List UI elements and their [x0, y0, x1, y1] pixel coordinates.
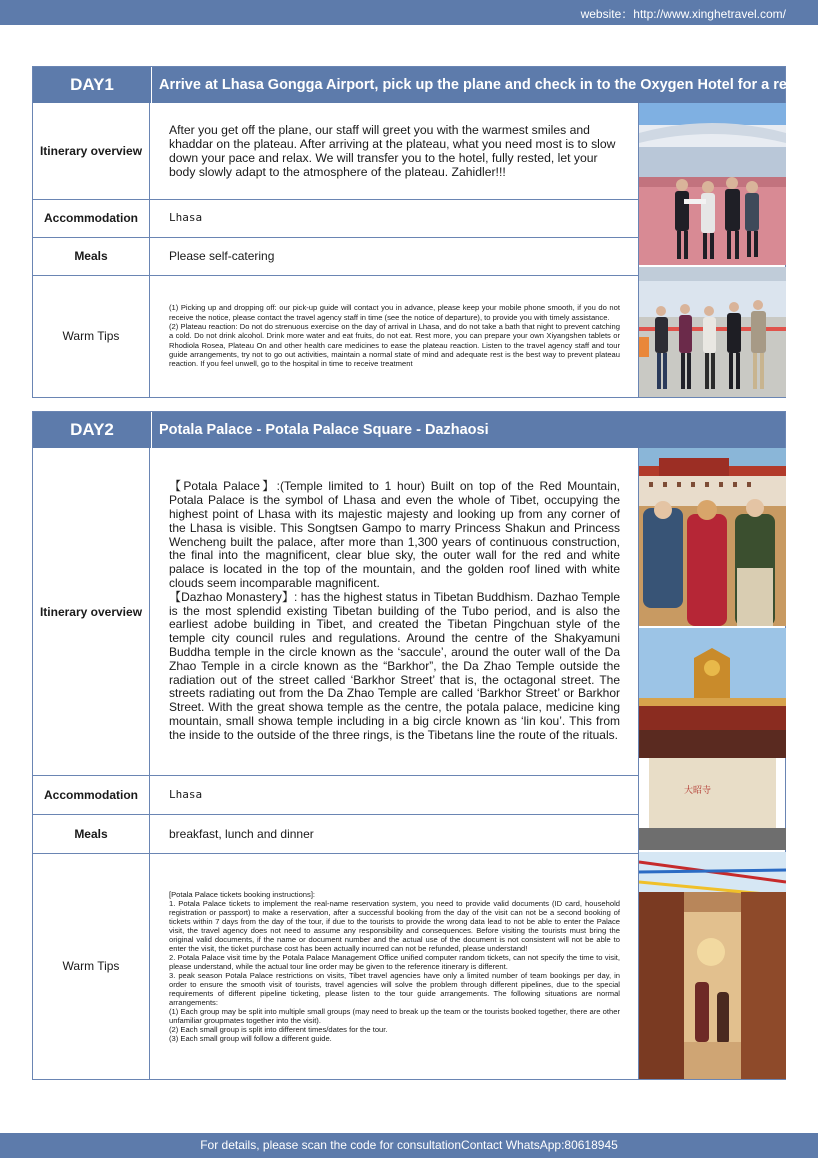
day1-meals-value: Please self-catering: [169, 249, 275, 263]
footer-contact-bar: [0, 1133, 818, 1158]
dazhao-monastery-paragraph: 【Dazhao Monastery】: has the highest status in Tibetan Buddhism. Dazhao Temple is the most splendid existing Tibetan building of the Tubo period, and is also the earliest adobe building in Tibet, and created the Tibetan Pingchuan style of the temple city council rules and regulations. Around the centre of the Shakyamuni Buddha temple in the circle known as the ‘saccule’, around the outer wall of the Da Zhao Temple in a circle known as the “Barkhor”, the Da Zhao Temple outside the radiation out of the street called ‘Barkhor Street’ that is, the octagonal street. The streets radiating out from the Da Zhao Temple are called ‘Barkhor Street’ or Barkhor Street. With the great showa temple as the centre, the potala palace, medicine king mountain, small showa temple including in a big circle known as ‘lin kou’. This from the inside to the outside of the three rings, is the Tibetans line the route of the rituals.: [169, 589, 620, 742]
tip-item: 2. Potala Palace visit time by the Potala Palace Management Office unified computer random tickets, can not specify the time to visit, please understand, while the actual tour line order may be given to the reference itinerary is different.: [169, 952, 620, 971]
day1-tips-text: [151, 275, 638, 397]
tip-item: (2) Each small group is split into different times/dates for the tour.: [169, 1024, 388, 1034]
day1-tips-row: [33, 275, 638, 397]
tip-item: (3) Each small group will follow a different guide.: [169, 1033, 332, 1043]
airport-welcome-photo: [639, 267, 786, 397]
day1-accommodation-label: Accommodation: [33, 199, 150, 237]
day2-tips-text: [151, 853, 638, 1079]
day1-accommodation-value: Lhasa: [169, 211, 203, 224]
day2-tips-label: Warm Tips: [33, 853, 150, 1079]
day2-meals-label: Meals: [33, 814, 150, 853]
day1-tip-1: (1) Picking up and dropping off: our pick-up guide will contact you in advance, please keep your mobile phone smooth, if you do not receive the notice, please contact the travel agency staff in time (see the notice of departure), to provide you with timely assistance.: [169, 303, 620, 322]
jokhang-temple-photo: [639, 628, 786, 850]
top-bar: [0, 0, 818, 25]
day1-header: [33, 67, 800, 103]
day2-title: Potala Palace - Potala Palace Square - Dazhaosi: [159, 422, 489, 438]
day2-meals-row: [33, 814, 638, 853]
temple-sign-text: 大昭寺: [684, 786, 712, 796]
day1-overview-label: Itinerary overview: [33, 103, 150, 199]
day2-header: [33, 412, 785, 448]
tip-item: 3. peak season Potala Palace restrictions on visits, Tibet travel agencies have only a limited number of team bookings per day, in order to ensure the smooth visit of tourists, travel agencies will solve the problem through different pipelines, due to the special requirements of different pipeline ticketing, please listen to the tour guide arrangements. The following situations are normal arrangements:: [169, 970, 620, 1007]
tips-heading: [Potala Palace tickets booking instructions]:: [169, 889, 316, 899]
tip-item: (1) Each group may be split into multiple small groups (may need to break up the team or the tourists booked together, there are other unfamiliar groupmates together into the visit).: [169, 1006, 620, 1025]
day1-meals-row: [33, 237, 638, 275]
tip-item: 1. Potala Palace tickets to implement the real-name reservation system, you need to provide valid documents (ID card, household registration or passport) to make a reservation, after a successful booking from the day of the visit can not be a second booking of tickets within 7 days from the day of the tour, if due to the tourists to provide the wrong data lead to not be able to enter the Palace visit, the travel agency does not need to assume any responsibility and consequences. Before visiting the tourists must bring the original valid documents, if the name or document number and the actual use of the document is not consistent will not be able to enter the visit, the ticket purchase cost has been actually incurred can not be refunded, please understand!: [169, 898, 620, 953]
day1-label: DAY1: [33, 67, 152, 103]
footer-contact-text[interactable]: For details, please scan the code for consultationContact WhatsApp:80618945: [200, 1138, 618, 1152]
day2-section: [32, 411, 786, 1080]
day2-accommodation-label: Accommodation: [33, 775, 150, 814]
day2-overview-text: [151, 448, 638, 775]
day1-accommodation-row: [33, 199, 638, 237]
day2-overview-row: [33, 448, 638, 775]
day1-title: Arrive at Lhasa Gongga Airport, pick up the plane and check in to the Oxygen Hotel for a rest: [159, 77, 800, 93]
day1-overview-text: After you get off the plane, our staff will greet you with the warmest smiles and khaddar on the plateau. After arriving at the plateau, what you need most is to slow down your pace and relax. We will transfer you to the hotel, fully rested, let your body slowly adapt to the atmosphere of the plateau. Zahidler!!!: [169, 123, 616, 179]
day2-overview-label: Itinerary overview: [33, 448, 150, 775]
website-url[interactable]: website：http://www.xinghetravel.com/: [580, 7, 786, 21]
day2-meals-value: breakfast, lunch and dinner: [169, 826, 314, 841]
day1-overview-row: [33, 103, 638, 199]
day2-accommodation-row: [33, 775, 638, 814]
day1-tip-2: (2) Plateau reaction: Do not do strenuous exercise on the day of arrival in Lhasa, and do not take a bath that night to prevent catching a cold. Do not drink alcohol. Drink more water and eat fruits, do not eat. Rest more, you can prepare your own Xiyangshen tablets or Rhodiola Rosea, Plateau On and other health care medicines to ease the plateau reaction. Listen to the travel agency staff and tour guide arrangements, try not to go out activities, maintain a normal state of mind and adequate rest is the best way to prevent plateau reaction. If you feel unwell, go to the hospital in time to receive treatment: [169, 322, 620, 369]
day2-accommodation-value: Lhasa: [169, 787, 203, 801]
day2-tips-row: [33, 853, 638, 1079]
day2-label: DAY2: [33, 412, 152, 448]
barkhor-street-photo: [639, 852, 786, 1079]
day1-meals-label: Meals: [33, 237, 150, 275]
potala-palace-photo: [639, 448, 786, 626]
day1-tips-label: Warm Tips: [33, 275, 150, 397]
potala-palace-paragraph: 【Potala Palace】:(Temple limited to 1 hour) Built on top of the Red Mountain, Potala Palace is the symbol of Lhasa and even the whole of Tibet, occupying the highest point of Lhasa with its majestic majesty and looking up from any corner of the Lhasa is visible. This Songtsen Gampo to marry Princess Shakun and Princess Wencheng built the palace, after more than 1,300 years of continuous construction, the final into the magnificent, clear blue sky, the outer wall for the red and white palace is located in the top of the mountain, and the golden roof lined with white clouds seem incomparable magnificent.: [169, 479, 620, 590]
airport-group-photo: [639, 103, 786, 265]
day1-section: [32, 66, 800, 398]
